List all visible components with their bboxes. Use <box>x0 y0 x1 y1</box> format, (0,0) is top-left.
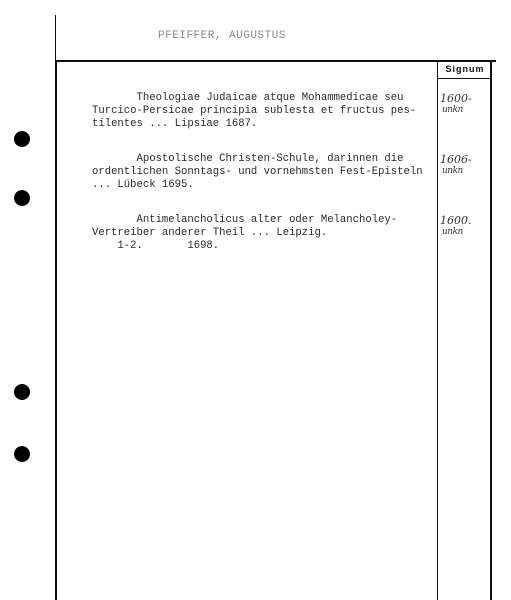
catalog-entry <box>92 92 437 131</box>
entry-line: 1-2. 1698. <box>92 240 220 252</box>
entry-line: Theologiae Judaicae atque Mohammedicae seu <box>92 92 404 104</box>
signum-handwriting: unkn <box>442 166 463 176</box>
signum-column-label: Signum <box>445 64 485 74</box>
right-margin-rule <box>490 62 492 600</box>
entry-line: Antimelancholicus alter oder Melancholey- <box>92 214 398 226</box>
catalog-entry <box>92 214 437 253</box>
punch-hole <box>14 190 30 206</box>
entry-line: Apostolische Christen-Schule, darinnen die <box>92 153 404 165</box>
signum-number: 1606- <box>440 153 472 166</box>
signum-handwriting: unkn <box>442 227 463 237</box>
entry-line: Vertreiber anderer Theil ... Leipzig. <box>92 227 328 239</box>
punch-hole <box>14 384 30 400</box>
signum-annotation <box>440 92 490 116</box>
entry-line: ... Lübeck 1695. <box>92 179 194 191</box>
signum-number: 1600. <box>440 214 472 227</box>
signum-header-rule <box>437 78 491 79</box>
entry-line: Turcico-Persicae principia sublesta et fructus pes- <box>92 105 417 117</box>
punch-hole <box>14 446 30 462</box>
left-margin-rule-top <box>55 15 56 60</box>
signum-handwriting: unkn <box>442 105 463 115</box>
catalog-entry <box>92 153 437 192</box>
signum-annotation <box>440 153 490 177</box>
entry-line: ordentlichen Sonntags- und vornehmsten Fest-Episteln <box>92 166 423 178</box>
signum-number: 1600- <box>440 92 472 105</box>
signum-annotation <box>440 214 490 238</box>
entry-line: tilentes ... Lipsiae 1687. <box>92 118 258 130</box>
punch-hole <box>14 131 30 147</box>
signum-column-rule <box>437 60 438 600</box>
header-rule <box>55 60 496 62</box>
author-heading: PFEIFFER, AUGUSTUS <box>158 30 286 42</box>
left-margin-rule <box>55 60 57 600</box>
